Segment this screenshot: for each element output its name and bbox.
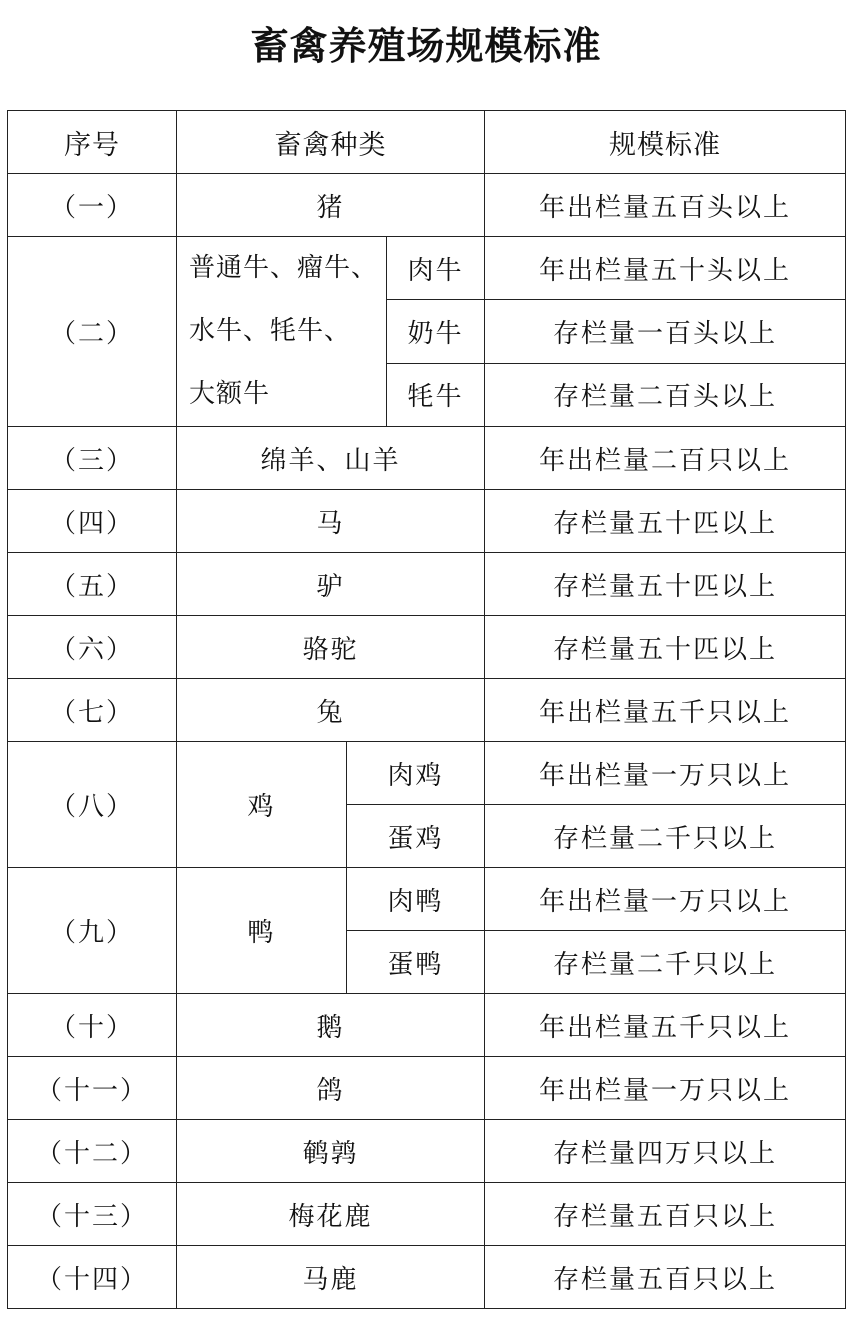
species-cell: 鸭 [177, 868, 347, 994]
seq-cell: （六） [8, 616, 177, 679]
sub-species-cell: 牦牛 [387, 363, 485, 426]
scale-cell: 存栏量二千只以上 [485, 805, 846, 868]
table-row [8, 1057, 846, 1120]
species-cell: 鸡 [177, 742, 347, 868]
species-cell: 绵羊、山羊 [177, 427, 485, 490]
sub-species-cell: 肉牛 [387, 237, 485, 300]
table-row [8, 1183, 846, 1246]
table-row [8, 1246, 846, 1309]
table-row [8, 679, 846, 742]
scale-cell: 年出栏量一万只以上 [485, 868, 846, 931]
page-title: 畜禽养殖场规模标准 [250, 24, 602, 68]
header-species: 畜禽种类 [177, 111, 485, 174]
seq-cell: （十一） [8, 1057, 177, 1120]
scale-cell: 年出栏量五千只以上 [485, 679, 846, 742]
table-row [8, 742, 846, 805]
table-row [8, 616, 846, 679]
seq-cell: （十二） [8, 1120, 177, 1183]
scale-cell: 存栏量五十匹以上 [485, 616, 846, 679]
scale-standard-table [7, 110, 846, 1309]
seq-cell: （五） [8, 553, 177, 616]
scale-cell: 存栏量五百只以上 [485, 1183, 846, 1246]
scale-cell: 存栏量四万只以上 [485, 1120, 846, 1183]
seq-cell: （三） [8, 427, 177, 490]
scale-cell: 年出栏量一万只以上 [485, 742, 846, 805]
seq-cell: （八） [8, 742, 177, 868]
species-cell: 猪 [177, 174, 485, 237]
cattle-line: 普通牛、瘤牛、 [189, 253, 379, 283]
species-cell: 兔 [177, 679, 485, 742]
table-row [8, 994, 846, 1057]
table-row [8, 174, 846, 237]
table-header-row [8, 111, 846, 174]
sub-species-cell: 肉鸡 [347, 742, 485, 805]
species-cell: 马 [177, 490, 485, 553]
seq-cell: （十） [8, 994, 177, 1057]
header-scale: 规模标准 [485, 111, 846, 174]
seq-cell: （九） [8, 868, 177, 994]
scale-cell: 存栏量五百只以上 [485, 1246, 846, 1309]
seq-cell: （十三） [8, 1183, 177, 1246]
scale-cell: 存栏量五十匹以上 [485, 553, 846, 616]
species-cell: 驴 [177, 553, 485, 616]
seq-cell: （四） [8, 490, 177, 553]
seq-cell: （一） [8, 174, 177, 237]
header-seq: 序号 [8, 111, 177, 174]
scale-cell: 年出栏量一万只以上 [485, 1057, 846, 1120]
table-row [8, 868, 846, 931]
table-row [8, 237, 846, 300]
cattle-line: 水牛、牦牛、 [189, 316, 352, 346]
scale-cell: 年出栏量二百只以上 [485, 427, 846, 490]
scale-cell: 存栏量二千只以上 [485, 931, 846, 994]
sub-species-cell: 蛋鸡 [347, 805, 485, 868]
species-cell: 梅花鹿 [177, 1183, 485, 1246]
species-cell-cattle [177, 237, 387, 427]
table-row [8, 1120, 846, 1183]
scale-cell: 存栏量五十匹以上 [485, 490, 846, 553]
species-cell: 鹅 [177, 994, 485, 1057]
species-cell: 骆驼 [177, 616, 485, 679]
cattle-line: 大额牛 [189, 379, 271, 409]
sub-species-cell: 蛋鸭 [347, 931, 485, 994]
scale-cell: 年出栏量五百头以上 [485, 174, 846, 237]
table-row [8, 553, 846, 616]
species-cell: 马鹿 [177, 1246, 485, 1309]
scale-cell: 年出栏量五千只以上 [485, 994, 846, 1057]
seq-cell: （七） [8, 679, 177, 742]
seq-cell: （十四） [8, 1246, 177, 1309]
sub-species-cell: 奶牛 [387, 300, 485, 363]
scale-cell: 存栏量一百头以上 [485, 300, 846, 363]
sub-species-cell: 肉鸭 [347, 868, 485, 931]
table-row [8, 427, 846, 490]
scale-cell: 年出栏量五十头以上 [485, 237, 846, 300]
species-cell: 鸽 [177, 1057, 485, 1120]
species-cell: 鹌鹑 [177, 1120, 485, 1183]
seq-cell: （二） [8, 237, 177, 427]
scale-cell: 存栏量二百头以上 [485, 363, 846, 426]
table-row [8, 490, 846, 553]
